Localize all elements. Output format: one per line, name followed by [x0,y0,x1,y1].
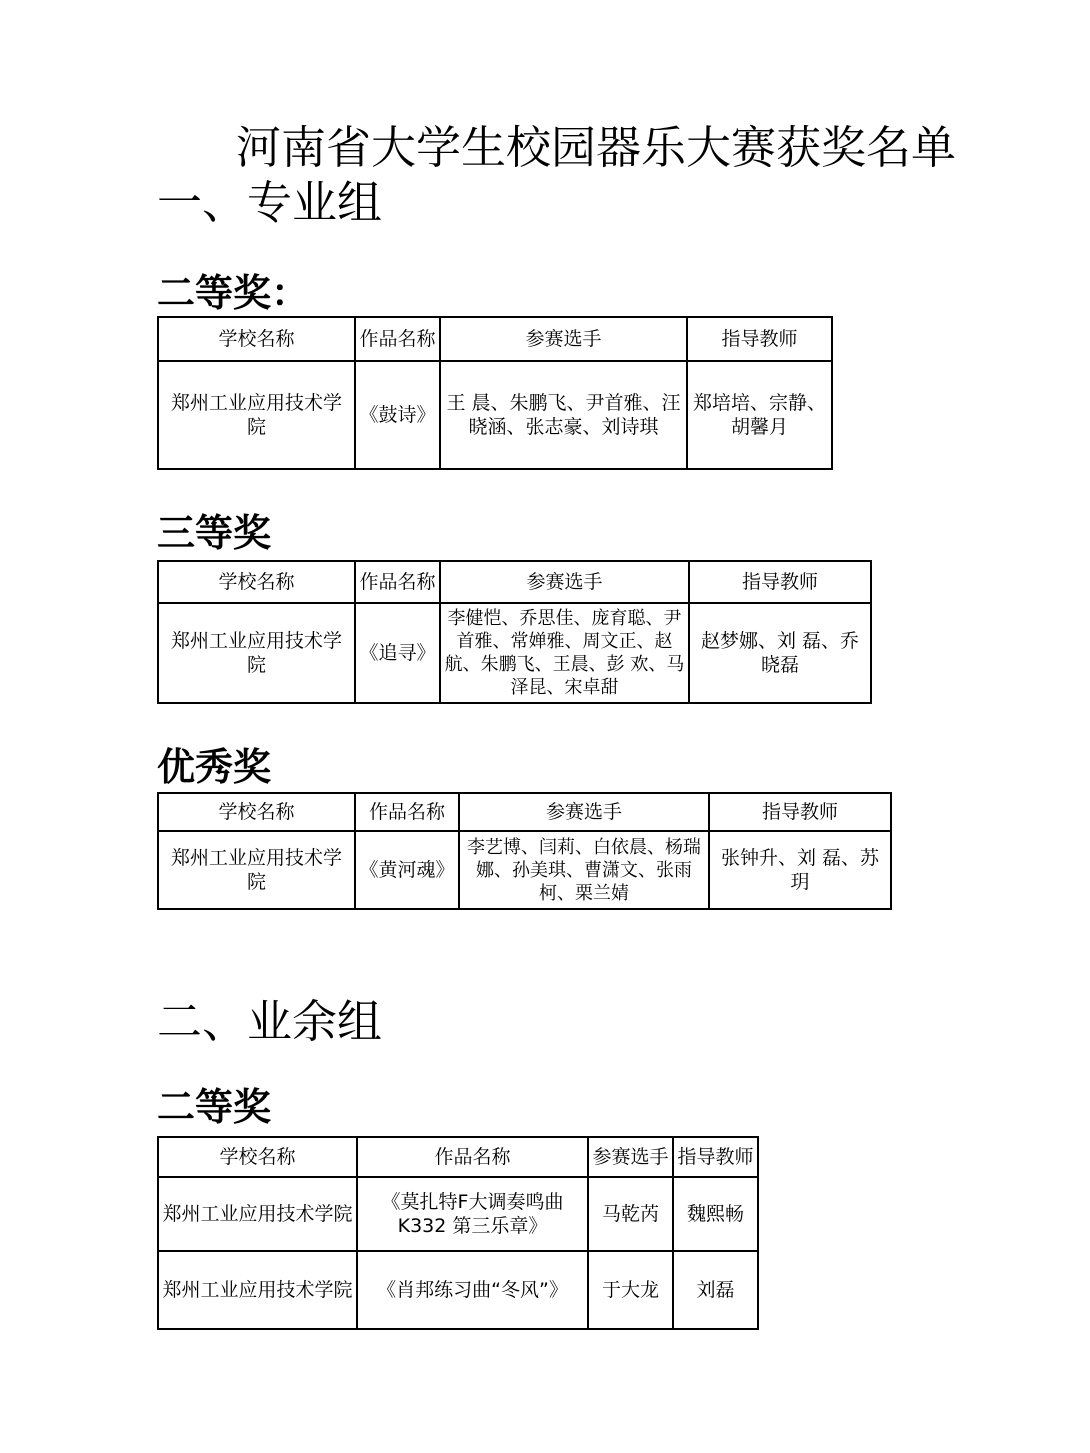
cell-school: 郑州工业应用技术学院 [158,1251,357,1329]
table-row [158,603,871,703]
cell-players: 王 晨、朱鹏飞、尹首雅、汪晓涵、张志豪、刘诗琪 [440,361,687,469]
cell-teachers: 赵梦娜、刘 磊、乔晓磊 [689,603,871,703]
cell-school: 郑州工业应用技术学院 [158,603,355,703]
table-row [158,831,891,909]
header-school: 学校名称 [158,317,355,361]
header-work: 作品名称 [355,793,459,831]
header-school: 学校名称 [158,561,355,603]
table-row [158,1251,758,1329]
header-work: 作品名称 [355,561,440,603]
cell-work: 《追寻》 [355,603,440,703]
award-table-amateur-second [157,1136,759,1330]
table-row [158,1177,758,1251]
table-header-row [158,317,832,361]
header-work: 作品名称 [357,1137,588,1177]
cell-players: 于大龙 [588,1251,673,1329]
header-players: 参赛选手 [459,793,709,831]
table-row [158,361,832,469]
table-header-row [158,793,891,831]
award-heading-professional-second: 二等奖： [157,271,310,315]
cell-teachers: 刘磊 [673,1251,758,1329]
cell-teachers: 张钟升、刘 磊、苏玥 [709,831,891,909]
page-title: 河南省大学生校园器乐大赛获奖名单 [236,121,957,174]
cell-teachers: 魏熙畅 [673,1177,758,1251]
award-heading-professional-excellence: 优秀奖 [157,745,272,789]
header-players: 参赛选手 [588,1137,673,1177]
cell-school: 郑州工业应用技术学院 [158,361,355,469]
header-players: 参赛选手 [440,561,689,603]
cell-work: 《黄河魂》 [355,831,459,909]
award-table-professional-second [157,316,833,470]
award-heading-amateur-second: 二等奖 [157,1085,272,1129]
cell-players: 马乾芮 [588,1177,673,1251]
award-table-professional-third [157,560,872,704]
cell-players: 李艺博、闫莉、白依晨、杨瑞娜、孙美琪、曹潇文、张雨柯、栗兰婧 [459,831,709,909]
header-teachers: 指导教师 [709,793,891,831]
header-work: 作品名称 [355,317,440,361]
cell-school: 郑州工业应用技术学院 [158,1177,357,1251]
cell-work: 《鼓诗》 [355,361,440,469]
group-heading-professional: 一、专业组 [157,176,383,229]
table-header-row [158,1137,758,1177]
header-teachers: 指导教师 [687,317,832,361]
group-heading-amateur: 二、业余组 [157,995,383,1048]
cell-school: 郑州工业应用技术学院 [158,831,355,909]
header-teachers: 指导教师 [689,561,871,603]
cell-players: 李健恺、乔思佳、庞育聪、尹首雅、常婵雅、周文正、赵航、朱鹏飞、王晨、彭 欢、马泽昆、宋卓甜 [440,603,689,703]
award-table-professional-excellence [157,792,892,910]
header-players: 参赛选手 [440,317,687,361]
award-heading-professional-third: 三等奖 [157,511,272,555]
header-school: 学校名称 [158,793,355,831]
header-school: 学校名称 [158,1137,357,1177]
table-header-row [158,561,871,603]
cell-work: 《肖邦练习曲“冬风”》 [357,1251,588,1329]
cell-work: 《莫扎特F大调奏鸣曲K332 第三乐章》 [357,1177,588,1251]
cell-teachers: 郑培培、宗静、胡馨月 [687,361,832,469]
header-teachers: 指导教师 [673,1137,758,1177]
